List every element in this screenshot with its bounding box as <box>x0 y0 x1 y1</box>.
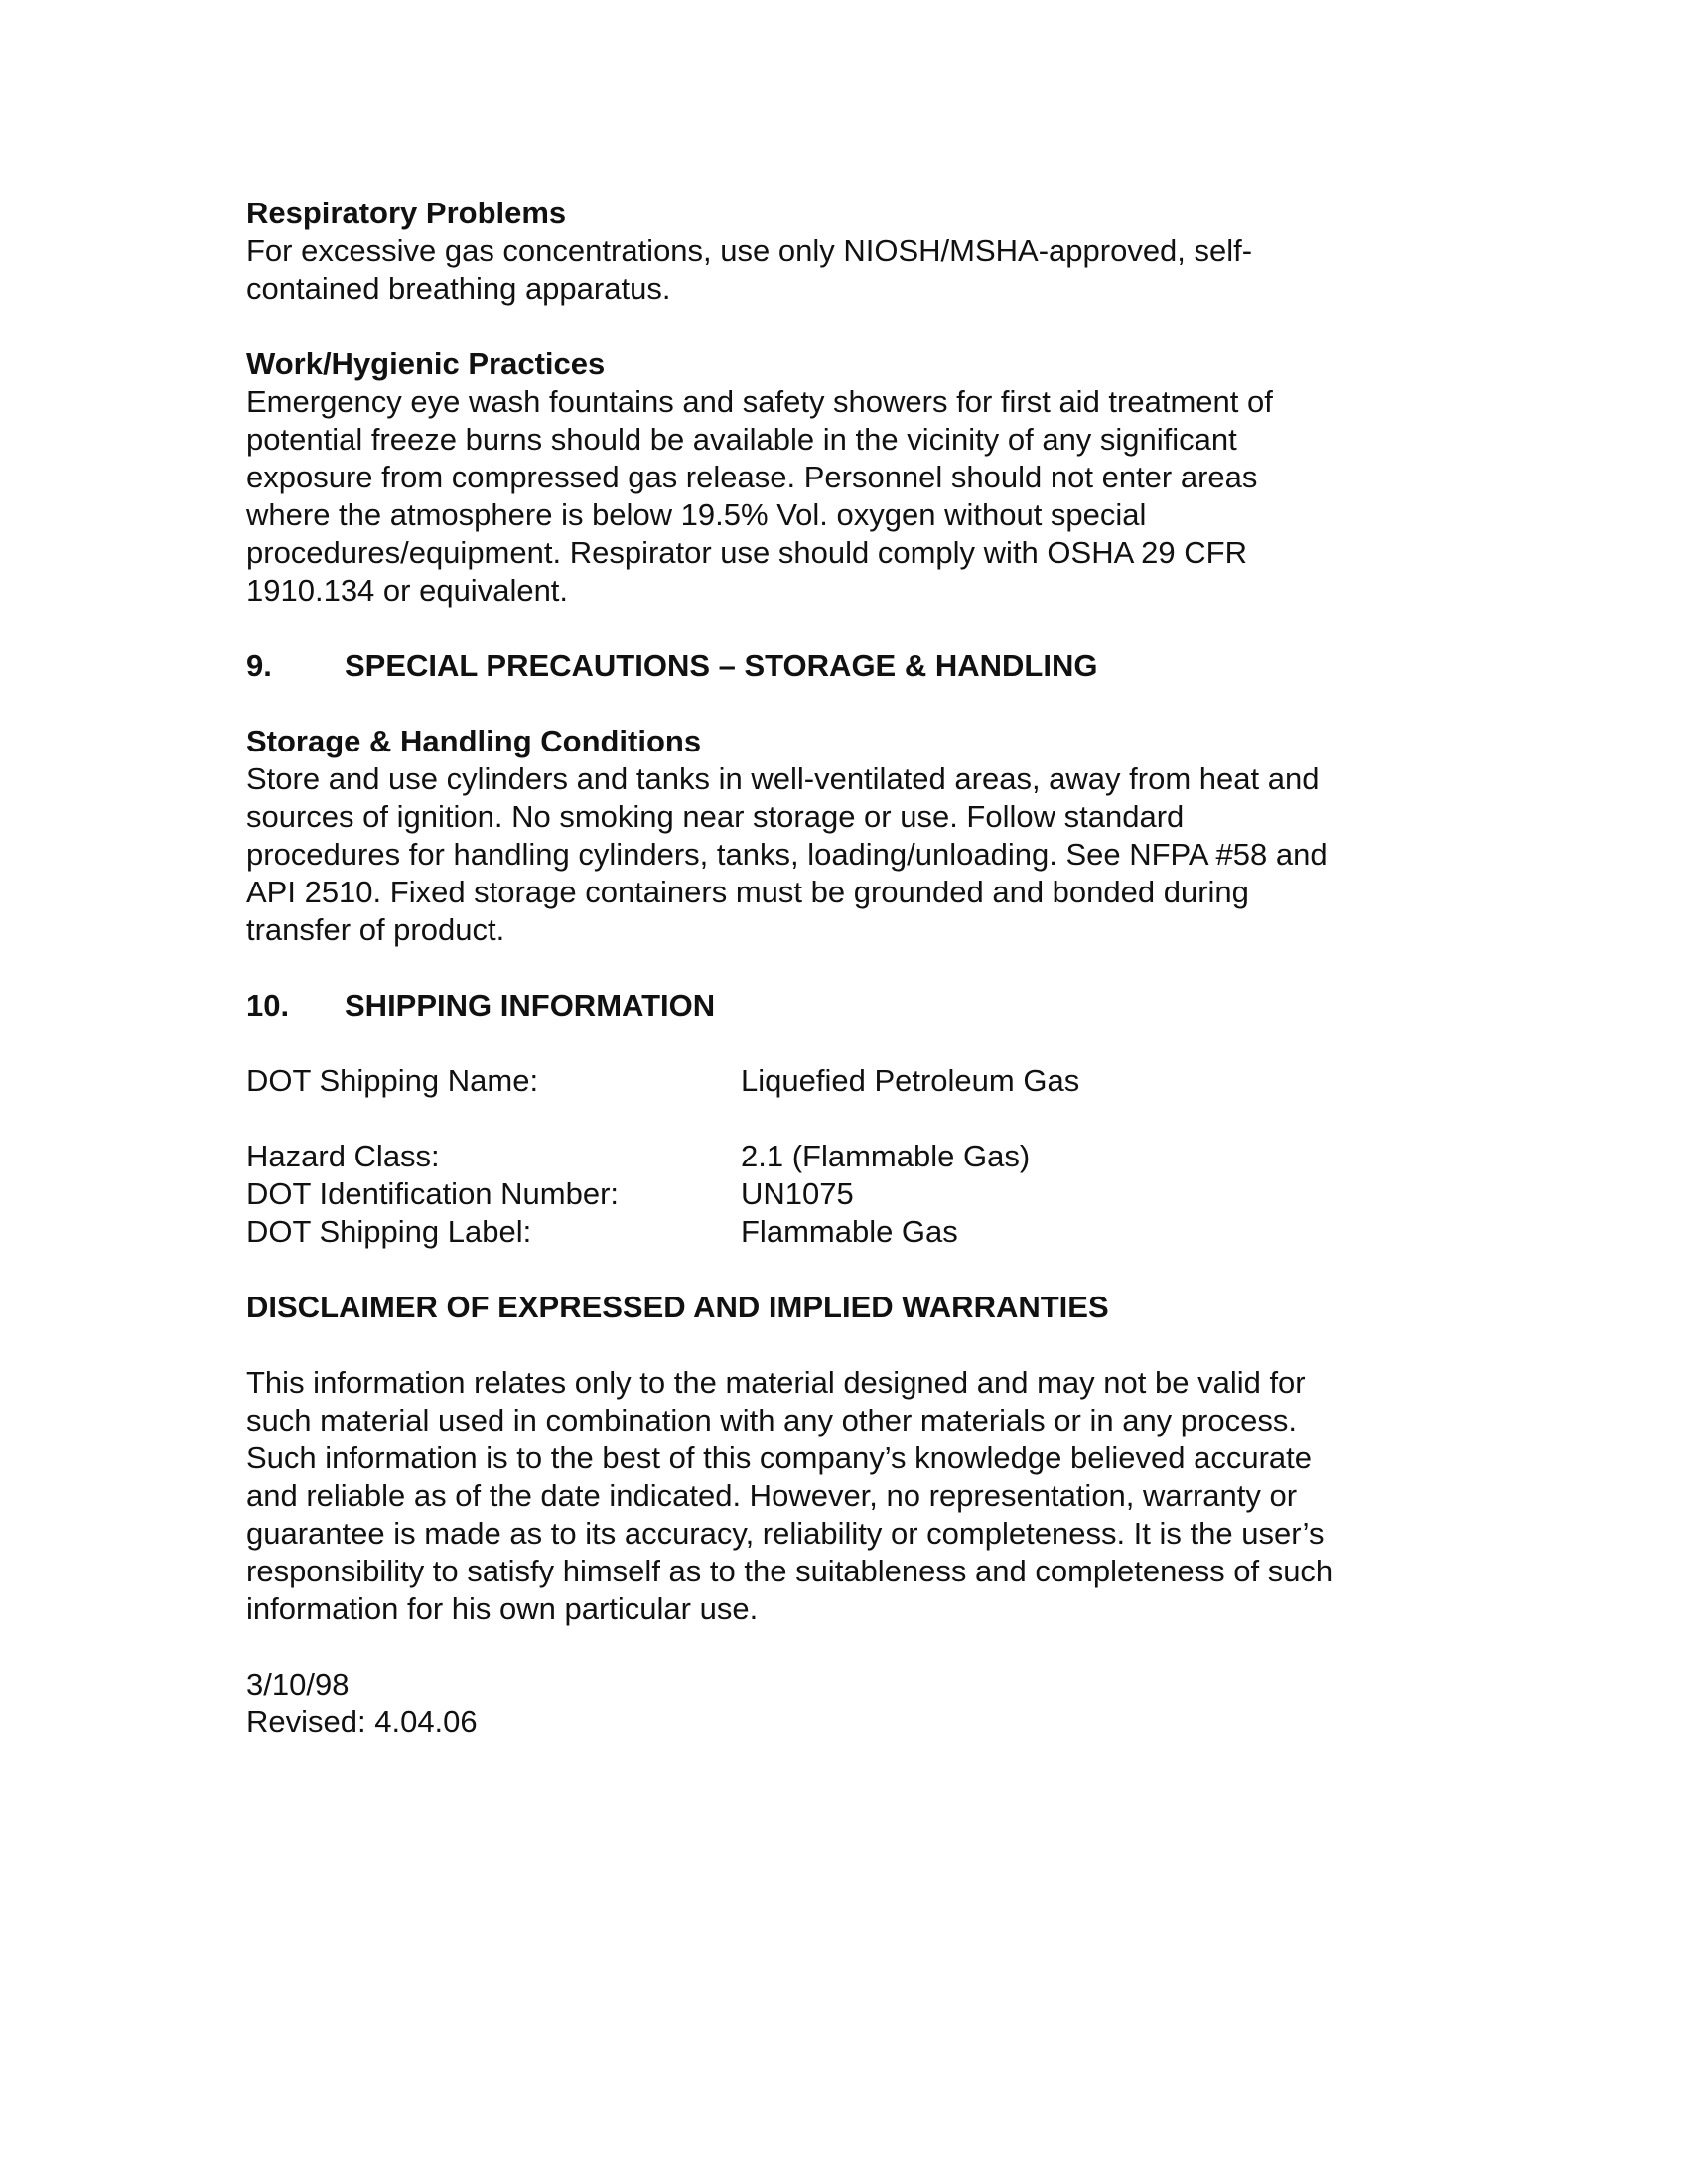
work-hygienic-section <box>246 345 1458 610</box>
storage-line: sources of ignition. No smoking near storage or use. Follow standard <box>246 799 1185 834</box>
disclaimer-line: Such information is to the best of this company’s knowledge believed accurate <box>246 1440 1312 1475</box>
disclaimer-line: guarantee is made as to its accuracy, reliability or completeness. It is the user’s <box>246 1516 1325 1551</box>
storage-line: API 2510. Fixed storage containers must be grounded and bonded during <box>246 875 1249 909</box>
disclaimer-heading: DISCLAIMER OF EXPRESSED AND IMPLIED WARRANTIES <box>246 1290 1109 1324</box>
disclaimer-line: responsibility to satisfy himself as to the suitableness and completeness of such <box>246 1554 1334 1588</box>
storage-line: procedures for handling cylinders, tanks, loading/unloading. See NFPA #58 and <box>246 837 1328 872</box>
document-dates <box>246 1666 1458 1741</box>
hazard-class-label: Hazard Class: <box>246 1139 440 1173</box>
respiratory-line: contained breathing apparatus. <box>246 271 671 306</box>
dot-id-label: DOT Identification Number: <box>246 1176 620 1211</box>
storage-section <box>246 723 1458 949</box>
hazard-class-value: 2.1 (Flammable Gas) <box>741 1139 1031 1173</box>
work-hygienic-heading: Work/Hygienic Practices <box>246 346 606 381</box>
work-hygienic-line: exposure from compressed gas release. Personnel should not enter areas <box>246 460 1258 494</box>
disclaimer-line: This information relates only to the material designed and may not be valid for <box>246 1365 1306 1400</box>
disclaimer-line: information for his own particular use. <box>246 1591 759 1626</box>
disclaimer-line: and reliable as of the date indicated. However, no representation, warranty or <box>246 1478 1298 1513</box>
respiratory-section <box>246 195 1458 308</box>
shipping-label-value: Flammable Gas <box>741 1214 958 1249</box>
disclaimer-body <box>246 1364 1458 1628</box>
shipping-name-row <box>246 1062 1458 1100</box>
spacer <box>246 1100 1458 1138</box>
dot-id-row <box>246 1175 1458 1213</box>
work-hygienic-line: potential freeze burns should be available in the vicinity of any significant <box>246 422 1237 457</box>
original-date: 3/10/98 <box>246 1667 350 1702</box>
shipping-name-value: Liquefied Petroleum Gas <box>741 1063 1080 1098</box>
shipping-label-row <box>246 1213 1458 1251</box>
shipping-name-label: DOT Shipping Name: <box>246 1063 539 1098</box>
storage-line: transfer of product. <box>246 912 505 947</box>
respiratory-heading: Respiratory Problems <box>246 196 567 230</box>
section-9-heading <box>246 647 1458 685</box>
work-hygienic-line: Emergency eye wash fountains and safety showers for first aid treatment of <box>246 384 1273 419</box>
work-hygienic-line: procedures/equipment. Respirator use should comply with OSHA 29 CFR <box>246 535 1247 570</box>
respiratory-line: For excessive gas concentrations, use only NIOSH/MSHA-approved, self- <box>246 233 1253 268</box>
disclaimer-line: such material used in combination with any other materials or in any process. <box>246 1403 1297 1437</box>
section-10-number: 10. <box>246 988 290 1023</box>
shipping-label-label: DOT Shipping Label: <box>246 1214 532 1249</box>
section-9-title: SPECIAL PRECAUTIONS – STORAGE & HANDLING <box>345 648 1098 683</box>
shipping-info <box>246 1062 1458 1251</box>
storage-heading: Storage & Handling Conditions <box>246 724 702 758</box>
storage-line: Store and use cylinders and tanks in well-ventilated areas, away from heat and <box>246 761 1320 796</box>
section-10-heading <box>246 987 1458 1024</box>
document-page <box>246 195 1458 1741</box>
section-9-number: 9. <box>246 648 272 683</box>
section-10-title: SHIPPING INFORMATION <box>345 988 716 1023</box>
dot-id-value: UN1075 <box>741 1176 854 1211</box>
hazard-class-row <box>246 1138 1458 1175</box>
revised-date: Revised: 4.04.06 <box>246 1705 478 1739</box>
work-hygienic-line: where the atmosphere is below 19.5% Vol. oxygen without special <box>246 497 1147 532</box>
work-hygienic-line: 1910.134 or equivalent. <box>246 573 569 608</box>
